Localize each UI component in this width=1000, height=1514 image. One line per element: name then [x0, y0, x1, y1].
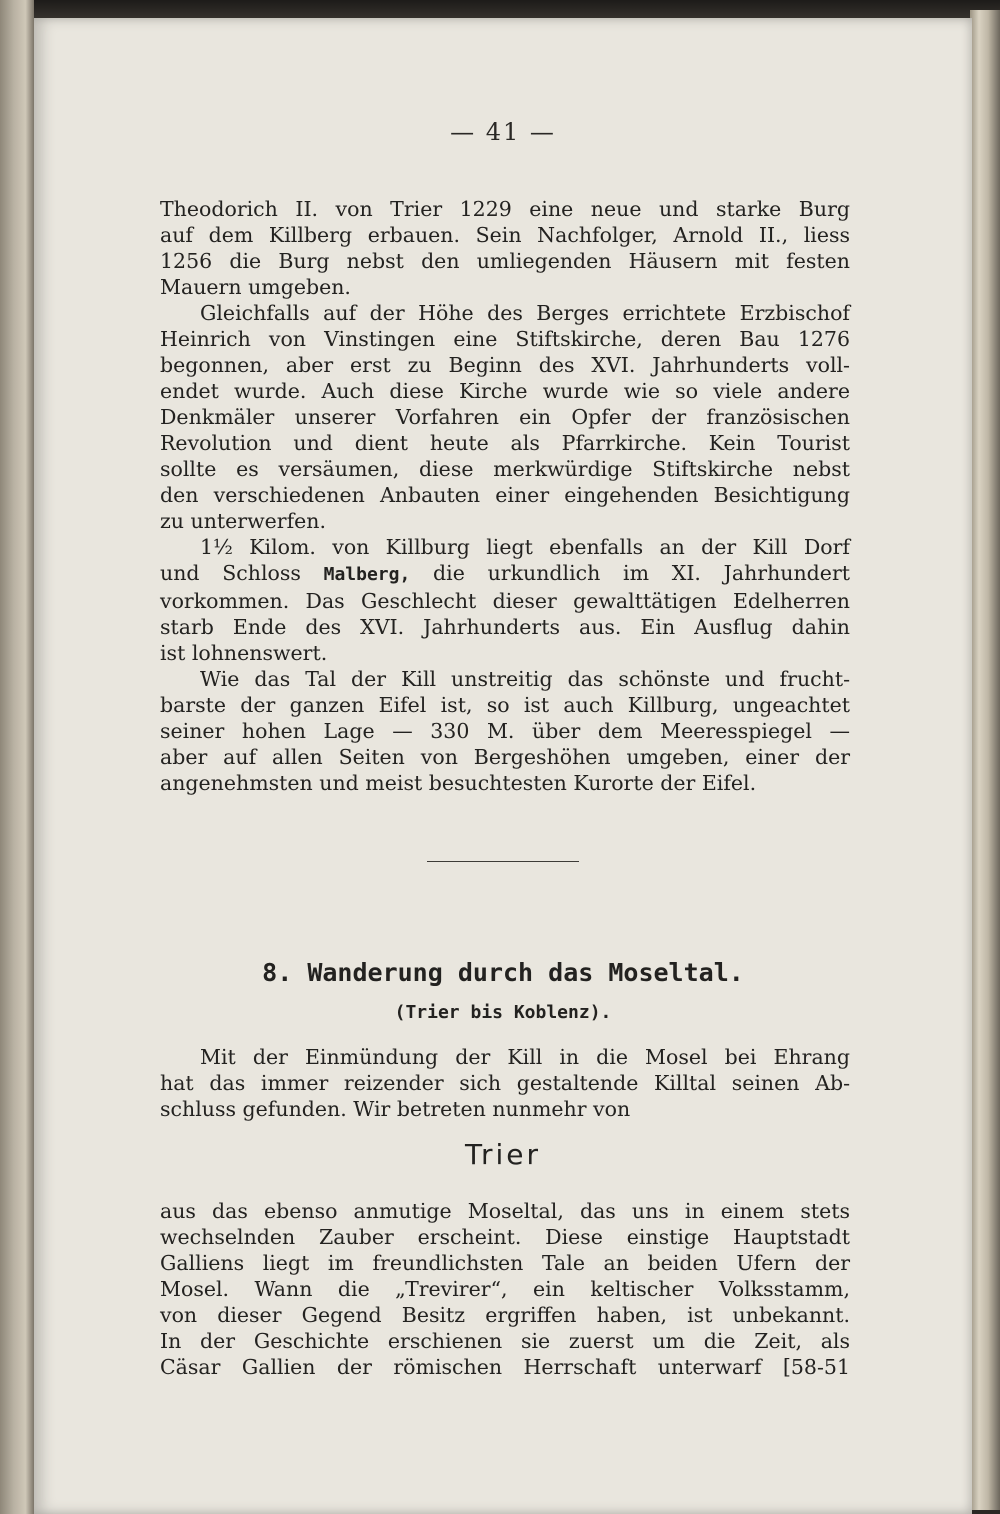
- text-line: aber auf allen Seiten von Bergeshöhen umgeben, einer der: [160, 745, 850, 769]
- text-line: 1½ Kilom. von Killburg liegt ebenfalls an der Kill Dorf: [200, 535, 850, 559]
- text-line: ist lohnenswert.: [160, 641, 328, 665]
- text-line: auf dem Killberg erbauen. Sein Nachfolger, Arnold II., liess: [160, 223, 850, 247]
- text-line: den verschiedenen Anbauten einer eingehenden Besichtigung: [160, 483, 850, 507]
- text-line: Theodorich II. von Trier 1229 eine neue und starke Burg: [160, 197, 850, 221]
- text-line: Cäsar Gallien der römischen Herrschaft unterwarf [58-51: [160, 1355, 850, 1379]
- text-line: Heinrich von Vinstingen eine Stiftskirche, deren Bau 1276: [160, 327, 850, 351]
- text-line: Gleichfalls auf der Höhe des Berges errichtete Erzbischof: [200, 301, 850, 325]
- left-page-edge: [0, 0, 34, 1514]
- trier-text: [160, 1198, 850, 1380]
- chapter-subheading: (Trier bis Koblenz).: [394, 1002, 612, 1023]
- text-line: Mauern umgeben.: [160, 275, 351, 299]
- text-line: schluss gefunden. Wir betreten nunmehr von: [160, 1097, 631, 1121]
- text-line: Mit der Einmündung der Kill in die Mosel bei Ehrang: [200, 1045, 850, 1069]
- book-page: [34, 18, 972, 1514]
- page-number: — 41 —: [450, 118, 556, 146]
- right-page-stack-edge: [970, 10, 1000, 1510]
- text-line: vorkommen. Das Geschlecht dieser gewalttätigen Edelherren: [160, 589, 850, 613]
- text-line: Denkmäler unserer Vorfahren ein Opfer der französischen: [160, 405, 850, 429]
- moseltal-intro-text: [160, 1044, 850, 1122]
- text-line: 1256 die Burg nebst den umliegenden Häusern mit festen: [160, 249, 850, 273]
- text-line: starb Ende des XVI. Jahrhunderts aus. Ein Ausflug dahin: [160, 615, 850, 639]
- text-line: angenehmsten und meist besuchtesten Kurorte der Eifel.: [160, 771, 757, 795]
- text-line: begonnen, aber erst zu Beginn des XVI. Jahrhunderts voll-: [160, 353, 850, 377]
- text-line: zu unterwerfen.: [160, 509, 327, 533]
- text-line: barste der ganzen Eifel ist, so ist auch Killburg, ungeachtet: [160, 693, 850, 717]
- text-fragment: die urkundlich im XI. Jahrhundert: [433, 561, 850, 585]
- chapter-heading: 8. Wanderung durch das Moseltal.: [262, 958, 744, 987]
- killburg-text: [160, 196, 850, 796]
- text-line: Galliens liegt im freundlichsten Tale an beiden Ufern der: [160, 1251, 850, 1275]
- text-line: Mosel. Wann die „Trevirer“, ein keltischer Volksstamm,: [160, 1277, 850, 1301]
- text-line: Revolution und dient heute als Pfarrkirche. Kein Tourist: [160, 431, 850, 455]
- city-heading-trier: Trier: [464, 1138, 542, 1171]
- text-fragment: und Schloss: [160, 561, 301, 585]
- text-line: sollte es versäumen, diese merkwürdige Stiftskirche nebst: [160, 457, 850, 481]
- text-line: Wie das Tal der Kill unstreitig das schönste und frucht-: [200, 667, 850, 691]
- text-line-malberg: [160, 560, 850, 588]
- text-line: wechselnden Zauber erscheint. Diese einstige Hauptstadt: [160, 1225, 850, 1249]
- text-line: aus das ebenso anmutige Moseltal, das uns in einem stets: [160, 1199, 850, 1223]
- text-line: hat das immer reizender sich gestaltende Killtal seinen Ab-: [160, 1071, 850, 1095]
- text-line: seiner hohen Lage — 330 M. über dem Meeresspiegel —: [160, 719, 850, 743]
- text-line: von dieser Gegend Besitz ergriffen haben, ist unbekannt.: [160, 1303, 850, 1327]
- place-name-malberg: Malberg,: [323, 564, 411, 585]
- text-line: In der Geschichte erschienen sie zuerst um die Zeit, als: [160, 1329, 850, 1353]
- section-divider: [427, 861, 579, 862]
- text-line: endet wurde. Auch diese Kirche wurde wie so viele andere: [160, 379, 850, 403]
